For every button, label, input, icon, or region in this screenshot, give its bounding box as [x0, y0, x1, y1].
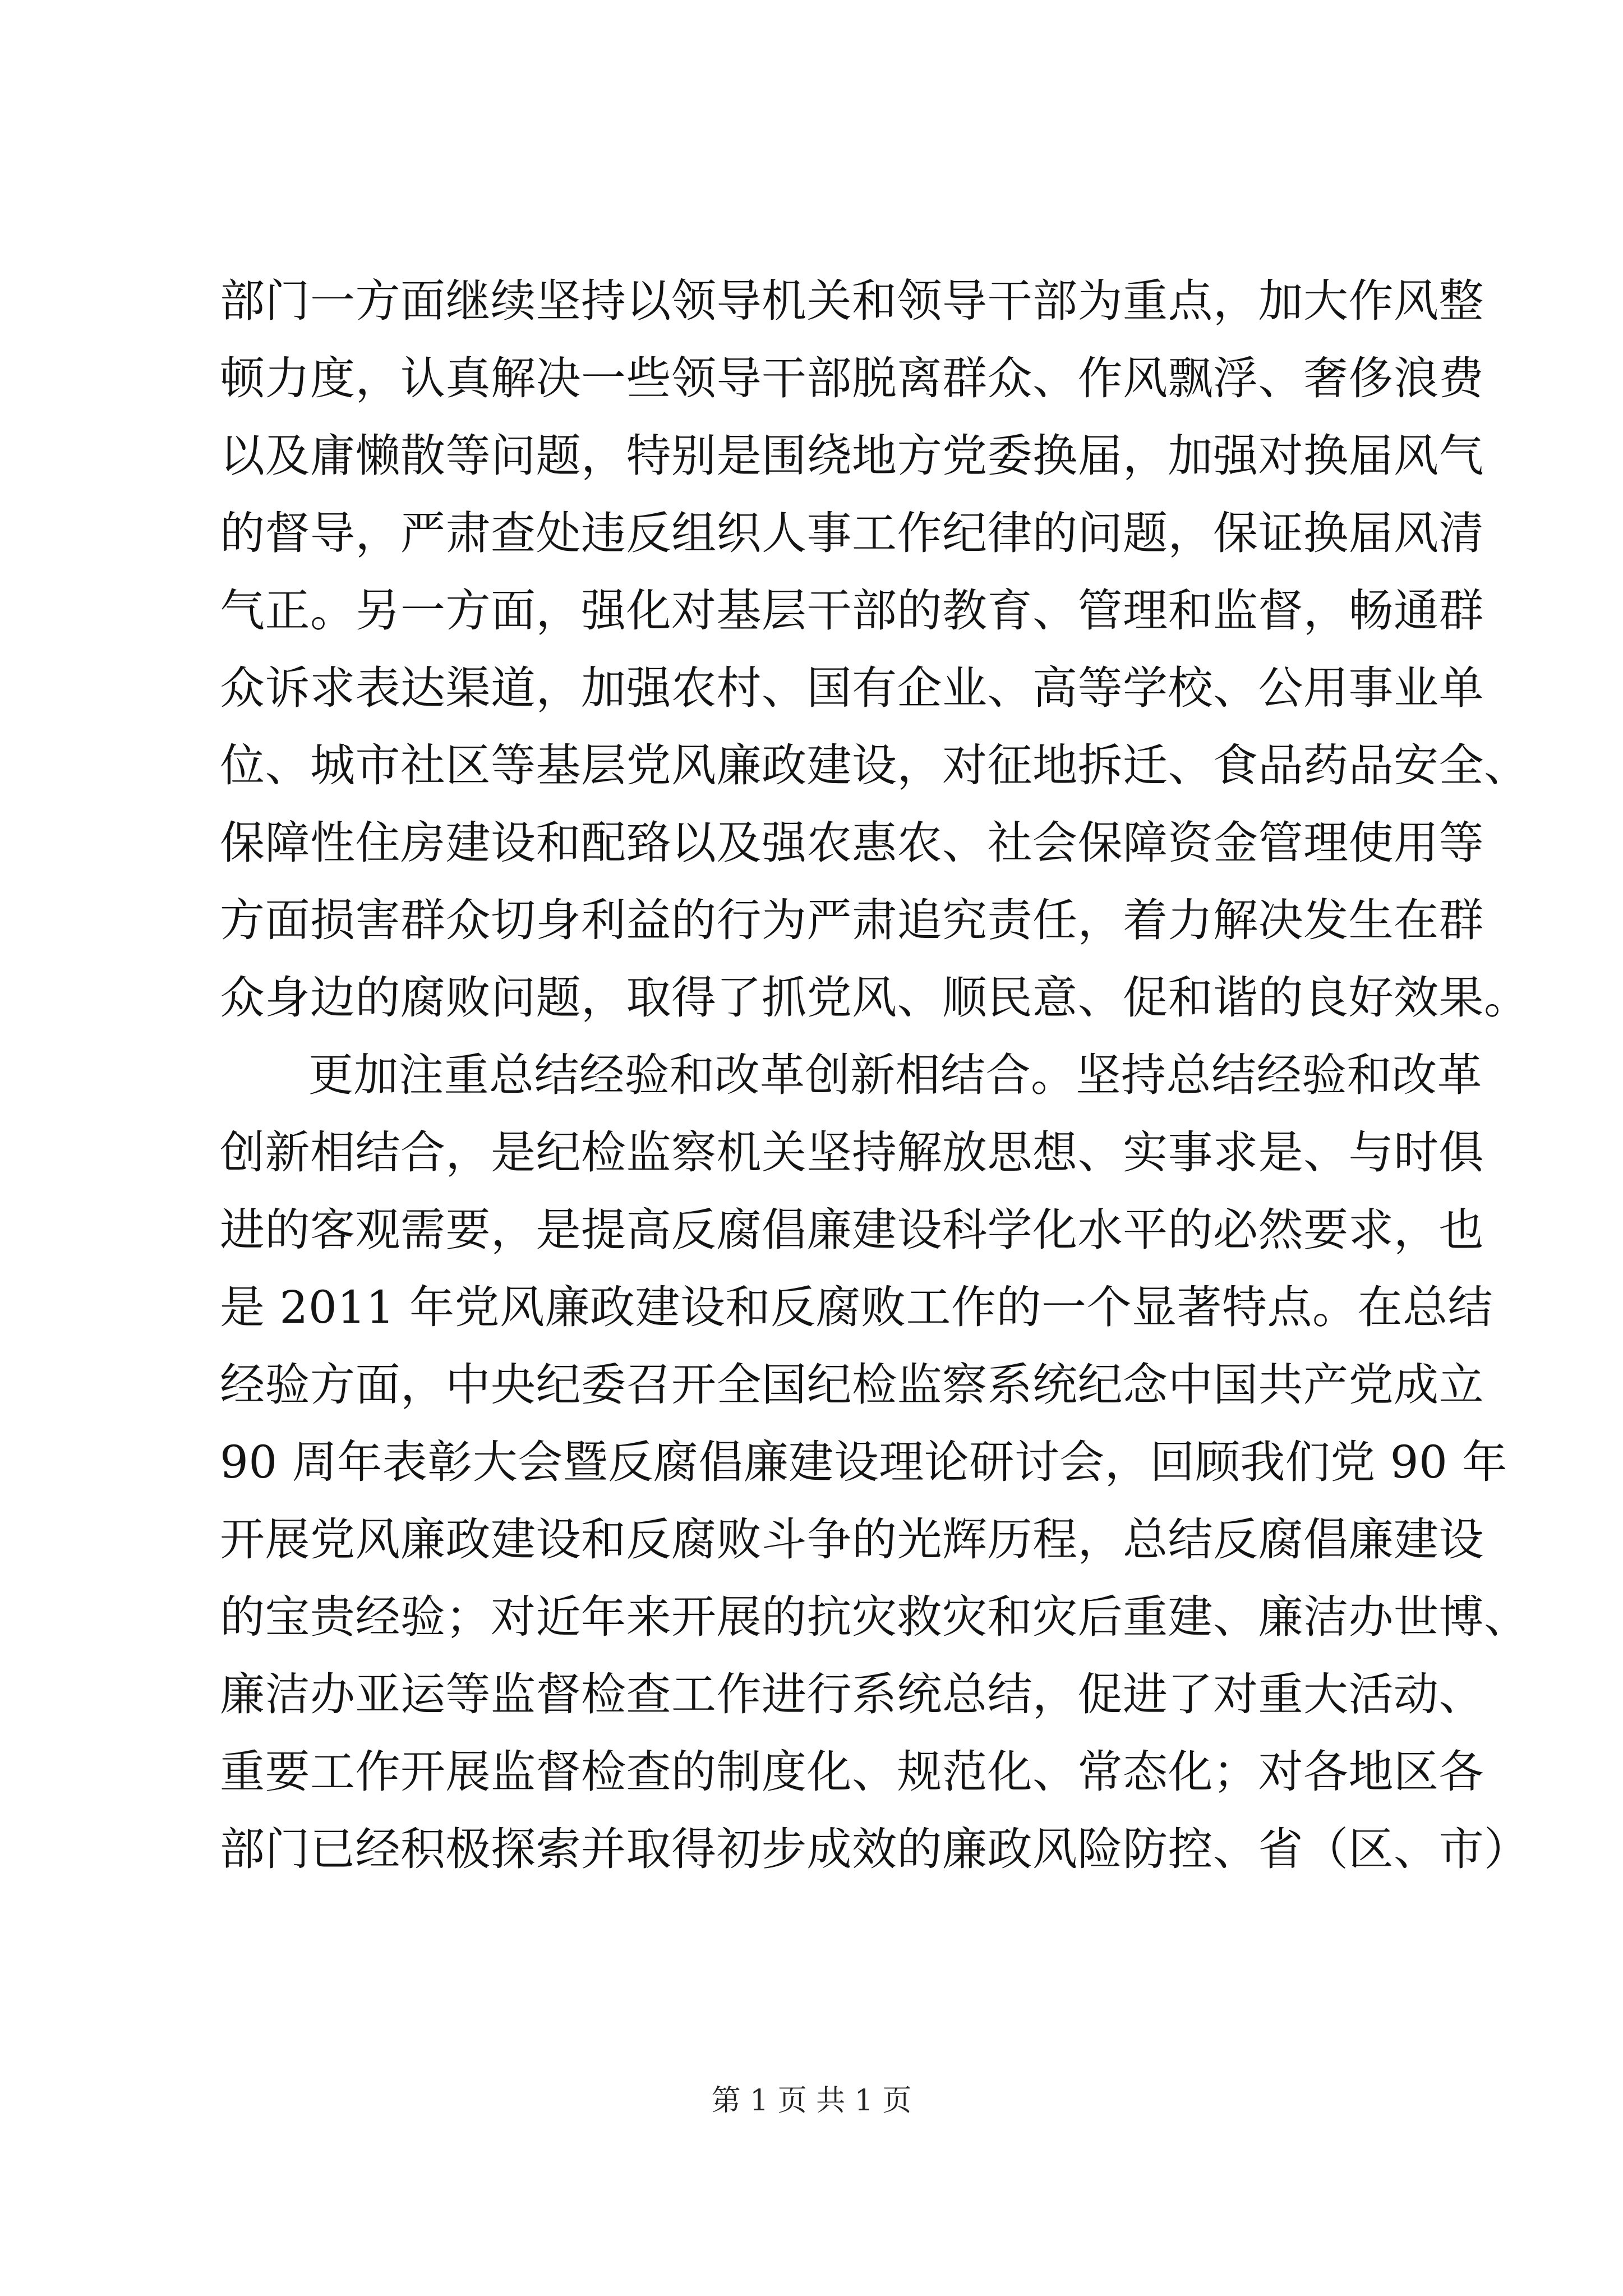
- text-line: 90 周年表彰大会暨反腐倡廉建设理论研讨会，回顾我们党 90 年: [220, 1436, 1507, 1488]
- paragraph-start-line: 更加注重总结经验和改革创新相结合。坚持总结经验和改革: [308, 1049, 1482, 1101]
- text-line: 保障性住房建设和配臵以及强农惠农、社会保障资金管理使用等: [220, 817, 1484, 869]
- text-line: 部门一方面继续坚持以领导机关和领导干部为重点，加大作风整: [220, 275, 1484, 327]
- text-line: 顿力度，认真解决一些领导干部脱离群众、作风飘浮、奢侈浪费: [220, 352, 1484, 404]
- text-line: 气正。另一方面，强化对基层干部的教育、管理和监督，畅通群: [220, 585, 1484, 637]
- text-line: 创新相结合，是纪检监察机关坚持解放思想、实事求是、与时俱: [220, 1126, 1484, 1179]
- text-line: 经验方面，中央纪委召开全国纪检监察系统纪念中国共产党成立: [220, 1359, 1484, 1411]
- text-line: 众诉求表达渠道，加强农村、国有企业、高等学校、公用事业单: [220, 662, 1484, 714]
- page-number-label: 第 1 页 共 1 页: [711, 2084, 912, 2118]
- text-line: 重要工作开展监督检查的制度化、规范化、常态化；对各地区各: [220, 1746, 1484, 1798]
- text-line: 方面损害群众切身利益的行为严肃追究责任，着力解决发生在群: [220, 894, 1484, 946]
- text-line: 众身边的腐败问题，取得了抓党风、顺民意、促和谐的良好效果。: [220, 972, 1529, 1024]
- text-line: 以及庸懒散等问题，特别是围绕地方党委换届，加强对换届风气: [220, 430, 1484, 482]
- body-text: [220, 263, 1529, 1888]
- page-footer: [0, 2081, 1623, 2120]
- text-line: 开展党风廉政建设和反腐败斗争的光辉历程，总结反腐倡廉建设: [220, 1513, 1484, 1566]
- text-line: 部门已经积极探索并取得初步成效的廉政风险防控、省（区、市）: [220, 1823, 1529, 1875]
- text-line: 廉洁办亚运等监督检查工作进行系统总结，促进了对重大活动、: [220, 1668, 1484, 1720]
- text-line: 进的客观需要，是提高反腐倡廉建设科学化水平的必然要求，也: [220, 1204, 1484, 1256]
- text-line: 的督导，严肃查处违反组织人事工作纪律的问题，保证换届风清: [220, 507, 1484, 559]
- text-line: 是 2011 年党风廉政建设和反腐败工作的一个显著特点。在总结: [220, 1281, 1493, 1333]
- text-line: 的宝贵经验；对近年来开展的抗灾救灾和灾后重建、廉洁办世博、: [220, 1591, 1529, 1643]
- text-line: 位、城市社区等基层党风廉政建设，对征地拆迁、食品药品安全、: [220, 739, 1529, 792]
